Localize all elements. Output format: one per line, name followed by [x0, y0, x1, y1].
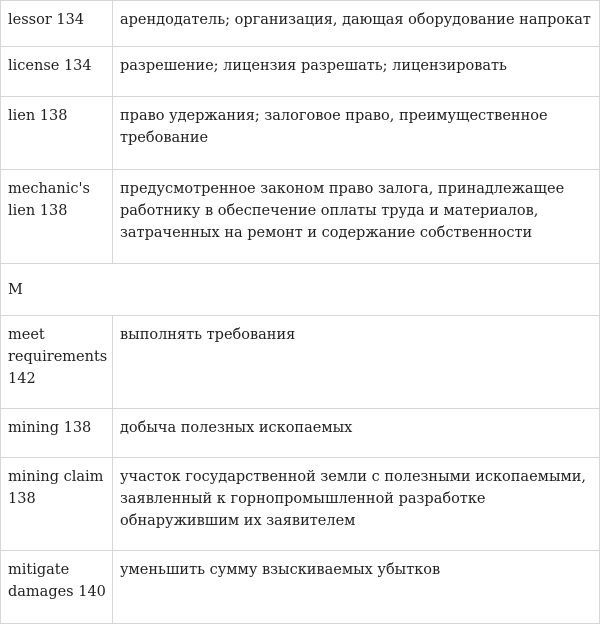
table-row	[1, 1, 600, 47]
section-letter: M	[8, 282, 23, 298]
term-text: meet requirements 142	[8, 327, 108, 387]
translation-text: предусмотренное законом право залога, принадлежащее работнику в обеспечение оплаты труда и материалов, затраченных на ремонт и содержание собственности	[120, 181, 565, 241]
term-text: lien 138	[8, 108, 68, 124]
translation-text: арендодатель; организация, дающая оборудование напрокат	[120, 12, 591, 28]
translation-cell	[113, 97, 600, 170]
translation-cell	[113, 1, 600, 47]
term-text: mining 138	[8, 420, 92, 436]
table-row	[1, 47, 600, 97]
translation-text: участок государственной земли с полезными ископаемыми, заявленный к горнопромышленной разработке обнаружившим их заявителем	[120, 469, 587, 529]
term-cell	[1, 1, 113, 47]
translation-cell	[113, 170, 600, 264]
translation-text: разрешение; лицензия разрешать; лицензировать	[120, 58, 507, 74]
term-cell	[1, 409, 113, 458]
translation-cell	[113, 316, 600, 409]
translation-text: добыча полезных ископаемых	[120, 420, 353, 436]
translation-text: уменьшить сумму взыскиваемых убытков	[120, 562, 441, 578]
term-cell	[1, 316, 113, 409]
table-row	[1, 97, 600, 170]
term-text: license 134	[8, 58, 92, 74]
table-row	[1, 409, 600, 458]
term-text: mining claim 138	[8, 469, 104, 507]
term-text: lessor 134	[8, 12, 85, 28]
table-row	[1, 316, 600, 409]
term-cell	[1, 458, 113, 551]
translation-cell	[113, 551, 600, 624]
term-text: mitigate damages 140	[8, 562, 106, 600]
table-row	[1, 551, 600, 624]
table-row	[1, 458, 600, 551]
translation-cell	[113, 409, 600, 458]
term-cell	[1, 47, 113, 97]
translation-text: право удержания; залоговое право, преимущественное требование	[120, 108, 548, 146]
term-cell	[1, 97, 113, 170]
term-text: mechanic's lien 138	[8, 181, 90, 219]
translation-cell	[113, 458, 600, 551]
term-cell	[1, 170, 113, 264]
term-cell	[1, 551, 113, 624]
translation-cell	[113, 47, 600, 97]
table-row	[1, 170, 600, 264]
section-letter-row	[1, 264, 600, 316]
section-letter-cell	[1, 264, 600, 316]
translation-text: выполнять требования	[120, 327, 296, 343]
